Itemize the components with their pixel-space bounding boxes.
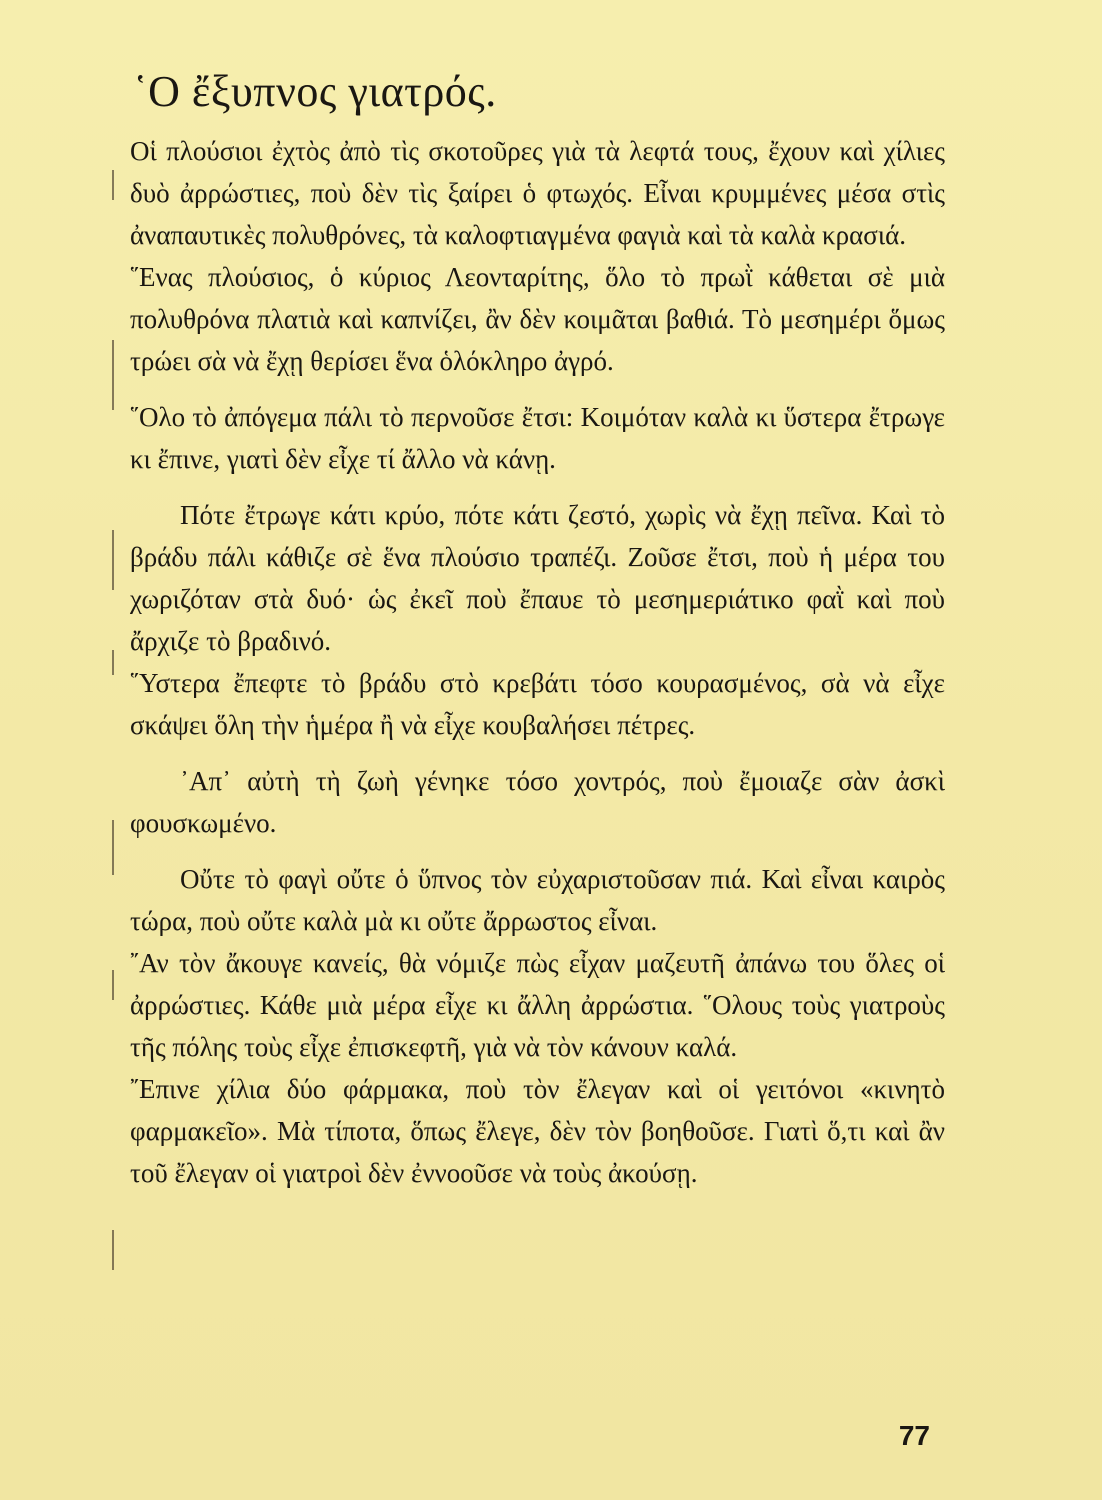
- paragraph-8: ῎Αν τὸν ἄκουγε κανείς, θὰ νόμιζε πὼς εἶχαν μαζευτῆ ἀπάνω του ὅλες οἱ ἀρρώστιες. Κάθε μιὰ μέρα εἶχε κι ἄλλη ἀρρώστια. ῞Ολους τοὺς γιατροὺς τῆς πόλης τοὺς εἶχε ἐπισκεφτῆ, γιὰ νὰ τὸν κάνουν καλά.: [130, 948, 945, 1062]
- paragraph-1: Οἱ πλούσιοι ἐχτὸς ἀπὸ τὶς σκοτοῦρες γιὰ τὰ λεφτά τους, ἔχουν καὶ χίλιες δυὸ ἀρρώστιες, ποὺ δὲν τὶς ξαίρει ὁ φτωχός. Εἶναι κρυμμένες μέσα στὶς ἀναπαυτικὲς πολυθρόνες, τὰ καλοφτιαγμένα φαγιὰ καὶ τὰ καλὰ κρασιά.: [130, 136, 945, 250]
- story-body: [130, 130, 945, 1194]
- paragraph-4: Πότε ἔτρωγε κάτι κρύο, πότε κάτι ζεστό, χωρὶς νὰ ἔχῃ πεῖνα. Καὶ τὸ βράδυ πάλι κάθιζε σὲ ἕνα πλούσιο τραπέζι. Ζοῦσε ἔτσι, ποὺ ἡ μέρα του χωριζόταν στὰ δυό· ὡς ἐκεῖ ποὺ ἔπαυε τὸ μεσημεριάτικο φαῒ καὶ ποὺ ἄρχιζε τὸ βραδινό.: [130, 500, 945, 656]
- paragraph-9: ῎Επινε χίλια δύο φάρμακα, ποὺ τὸν ἔλεγαν καὶ οἱ γειτόνοι «κινητὸ φαρμακεῖο». Μὰ τίποτα, ὅπως ἔλεγε, δὲν τὸν βοηθοῦσε. Γιατὶ ὅ,τι καὶ ἂν τοῦ ἔλεγαν οἱ γιατροὶ δὲν ἐννοοῦσε νὰ τοὺς ἀκούσῃ.: [130, 1074, 945, 1188]
- page-number: 77: [898, 1420, 930, 1451]
- binding-shadow-marks: [112, 170, 118, 1410]
- paragraph-3: ῞Ολο τὸ ἀπόγεμα πάλι τὸ περνοῦσε ἔτσι: Κοιμόταν καλὰ κι ὕστερα ἔτρωγε κι ἔπινε, γιατὶ δὲν εἶχε τί ἄλλο νὰ κάνῃ.: [130, 402, 945, 474]
- paragraph-5: ῞Υστερα ἔπεφτε τὸ βράδυ στὸ κρεβάτι τόσο κουρασμένος, σὰ νὰ εἶχε σκάψει ὅλη τὴν ἡμέρα ἢ νὰ εἶχε κουβαλήσει πέτρες.: [130, 668, 945, 740]
- paragraph-2: ῞Ενας πλούσιος, ὁ κύριος Λεονταρίτης, ὅλο τὸ πρωῒ κάθεται σὲ μιὰ πολυθρόνα πλατιὰ καὶ καπνίζει, ἂν δὲν κοιμᾶται βαθιά. Τὸ μεσημέρι ὅμως τρώει σὰ νὰ ἔχῃ θερίσει ἕνα ὁλόκληρο ἀγρό.: [130, 262, 945, 376]
- story-title: ῾Ο ἔξυπνος γιατρός.: [133, 67, 497, 116]
- paragraph-7: Οὔτε τὸ φαγὶ οὔτε ὁ ὕπνος τὸν εὐχαριστοῦσαν πιά. Καὶ εἶναι καιρὸς τώρα, ποὺ οὔτε καλὰ μὰ κι οὔτε ἄρρωστος εἶναι.: [130, 864, 945, 936]
- paragraph-6: ᾿Απ᾿ αὐτὴ τὴ ζωὴ γένηκε τόσο χοντρός, ποὺ ἔμοιαζε σὰν ἀσκὶ φουσκωμένο.: [130, 766, 945, 838]
